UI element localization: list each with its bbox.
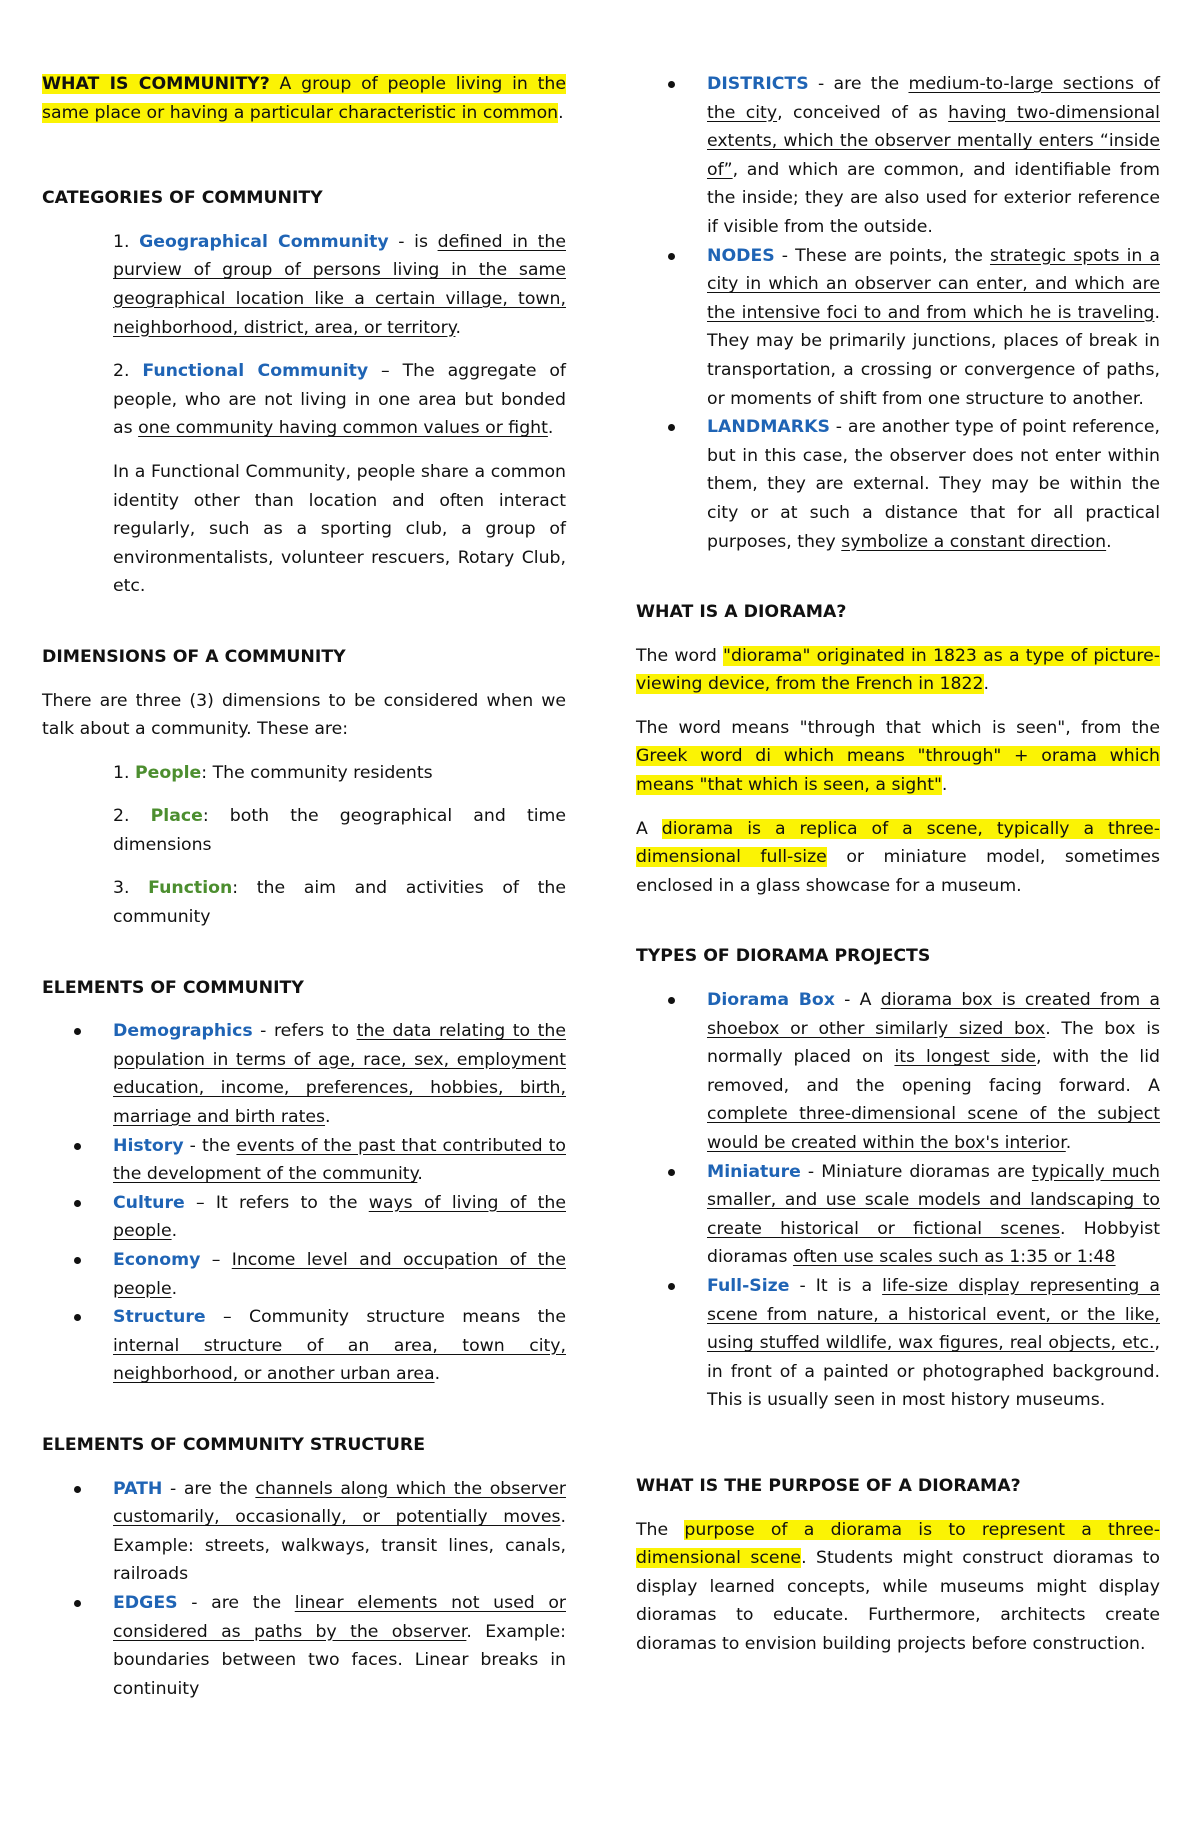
list-item: History - the events of the past that contributed to the development of the community. [42, 1132, 566, 1189]
community-def-text: A group of people living in the same place or having a particular characteristic in common [42, 74, 566, 123]
geographical-community-term: Geographical Community [139, 231, 389, 252]
structure-list-continued [636, 70, 1160, 556]
dimension-place: 2. Place: both the geographical and time dimensions [113, 806, 566, 855]
categories-heading: CATEGORIES OF COMMUNITY [42, 188, 323, 209]
list-item: Culture – It refers to the ways of living of the people. [42, 1189, 566, 1246]
dimension-function: 3. Function: the aim and activities of the community [113, 878, 566, 928]
list-item: Diorama Box - A diorama box is created from a shoebox or other similarly sized box. The box is normally placed on its longest side, with the lid removed, and the opening facing forward. A complete three-dimensional scene of the subject would be created within the box's interior. [636, 986, 1160, 1158]
elements-heading: ELEMENTS OF COMMUNITY [42, 977, 304, 998]
geographical-community-item: 1. Geographical Community - is defined in the purview of group of persons living in the same geographical location like a certain village, town, neighborhood, district, area, or territory. [113, 231, 566, 338]
diorama-paragraph-3: A diorama is a replica of a scene, typically a three-dimensional full-size or miniature model, sometimes enclosed in a glass showcase for a museum. [636, 818, 1160, 896]
list-item: Full-Size - It is a life-size display representing a scene from nature, a historical event, or the like, using stuffed wildlife, wax figures, real objects, etc., in front of a painted or photographed background. This is usually seen in most history museums. [636, 1272, 1160, 1415]
list-item: PATH - are the channels along which the observer customarily, occasionally, or potentially moves. Example: streets, walkways, transit lines, canals, railroads [42, 1475, 566, 1589]
right-column [636, 70, 1160, 1659]
dimensions-heading: DIMENSIONS OF A COMMUNITY [42, 646, 346, 667]
community-title: WHAT IS COMMUNITY? [42, 74, 270, 94]
list-item: LANDMARKS - are another type of point reference, but in this case, the observer does not enter within them, they are external. They may be within the city or at such a distance that for all practical purposes, they symbolize a constant direction. [636, 413, 1160, 556]
diorama-paragraph-1: The word "diorama" originated in 1823 as a type of picture-viewing device, from the French in 1822. [636, 645, 1161, 695]
dimension-people: 1. People: The community residents [113, 762, 433, 783]
list-item: DISTRICTS - are the medium-to-large sections of the city, conceived of as having two-dimensional extents, which the observer mentally enters “inside of”, and which are common, and identifiable from the inside; they are also used for exterior reference if visible from the outside. [636, 70, 1160, 242]
types-list [636, 986, 1160, 1415]
list-item: Structure – Community structure means the internal structure of an area, town city, neighborhood, or another urban area. [42, 1303, 566, 1389]
diorama-paragraph-2: The word means "through that which is seen", from the Greek word di which means "through" + orama which means "that which is seen, a sight". [636, 717, 1160, 796]
purpose-paragraph: The purpose of a diorama is to represent a three-dimensional scene. Students might construct dioramas to display learned concepts, while museums might display dioramas to educate. Furthermore, architects create dioramas to envision building projects before construction. [636, 1519, 1160, 1654]
functional-community-term: Functional Community [142, 361, 369, 382]
list-item: NODES - These are points, the strategic spots in a city in which an observer can enter, and which are the intensive foci to and from which he is traveling. They may be primarily junctions, places of break in transportation, a crossing or convergence of paths, or moments of shift from one structure to another. [636, 242, 1160, 414]
dimensions-intro: There are three (3) dimensions to be considered when we talk about a community. These are: [42, 690, 566, 740]
elements-list [42, 1017, 566, 1389]
purpose-heading: WHAT IS THE PURPOSE OF A DIORAMA? [636, 1475, 1021, 1496]
functional-community-item: 2. Functional Community – The aggregate of people, who are not living in one area but bonded as one community having common values or fight. [113, 361, 566, 439]
list-item: Economy – Income level and occupation of the people. [42, 1246, 566, 1303]
structure-heading: ELEMENTS OF COMMUNITY STRUCTURE [42, 1434, 426, 1455]
left-column [42, 70, 566, 1703]
diorama-heading: WHAT IS A DIORAMA? [636, 602, 847, 623]
list-item: EDGES - are the linear elements not used or considered as paths by the observer. Example: boundaries between two faces. Linear breaks in continuity [42, 1589, 566, 1703]
list-item: Miniature - Miniature dioramas are typically much smaller, and use scale models and landscaping to create historical or fictional scenes. Hobbyist dioramas often use scales such as 1:35 or 1:48 [636, 1158, 1160, 1272]
community-definition: WHAT IS COMMUNITY? A group of people living in the same place or having a particular characteristic in common. [42, 74, 566, 123]
types-heading: TYPES OF DIORAMA PROJECTS [636, 946, 931, 967]
list-item: Demographics - refers to the data relating to the population in terms of age, race, sex, employment education, income, preferences, hobbies, birth, marriage and birth rates. [42, 1017, 566, 1131]
functional-community-note: In a Functional Community, people share a common identity other than location and often interact regularly, such as a sporting club, a group of environmentalists, volunteer rescuers, Rotary Club, etc. [113, 461, 566, 597]
structure-list [42, 1475, 566, 1704]
